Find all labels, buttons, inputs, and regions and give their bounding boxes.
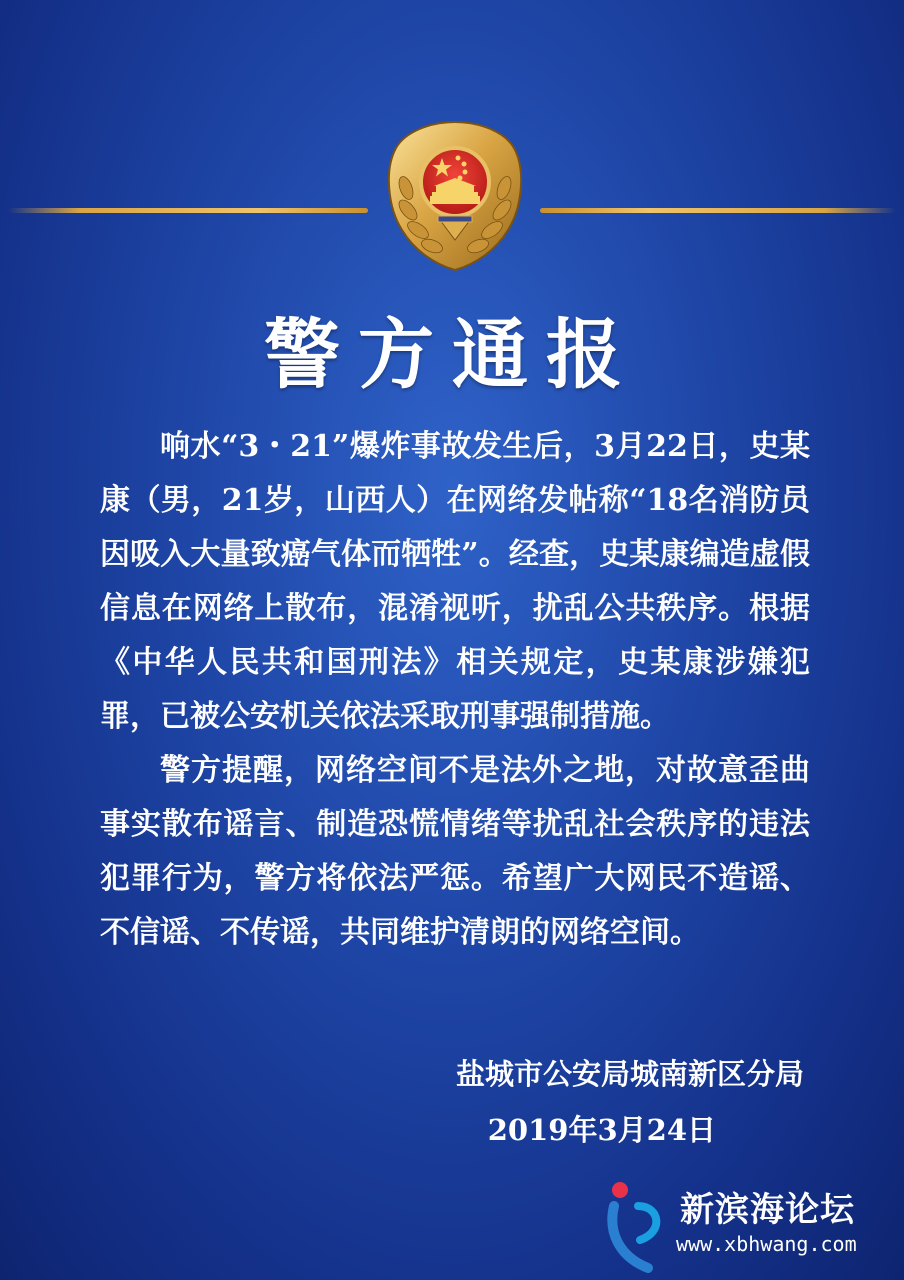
- notice-body: [100, 420, 810, 960]
- page-title: 警方通报: [264, 310, 640, 399]
- watermark: [600, 1176, 900, 1276]
- signature-block: [456, 1046, 804, 1158]
- notice-paragraph: 响水“3・21”爆炸事故发生后，3月22日，史某康（男，21岁，山西人）在网络发帖称“18名消防员因吸入大量致癌气体而牺牲”。经查，史某康编造虚假信息在网络上散布，混淆视听，扰乱公共秩序。根据《中华人民共和国刑法》相关规定，史某康涉嫌犯罪，已被公安机关依法采取刑事强制措施。: [100, 429, 810, 734]
- issuer-name: 盐城市公安局城南新区分局: [455, 1057, 804, 1091]
- notice-paragraph: 警方提醒，网络空间不是法外之地，对故意歪曲事实散布谣言、制造恐慌情绪等扰乱社会秩序的违法犯罪行为，警方将依法严惩。希望广大网民不造谣、不信谣、不传谣，共同维护清朗的网络空间。: [100, 753, 810, 950]
- watermark-url: www.xbhwang.com: [676, 1232, 857, 1256]
- watermark-name: 新滨海论坛: [680, 1190, 855, 1230]
- gold-divider-left: [8, 208, 368, 213]
- gold-divider-right: [540, 208, 896, 213]
- police-emblem-icon: [380, 118, 530, 274]
- xbh-logo-icon: [600, 1176, 680, 1276]
- issue-date: 2019年3月24日: [487, 1113, 716, 1147]
